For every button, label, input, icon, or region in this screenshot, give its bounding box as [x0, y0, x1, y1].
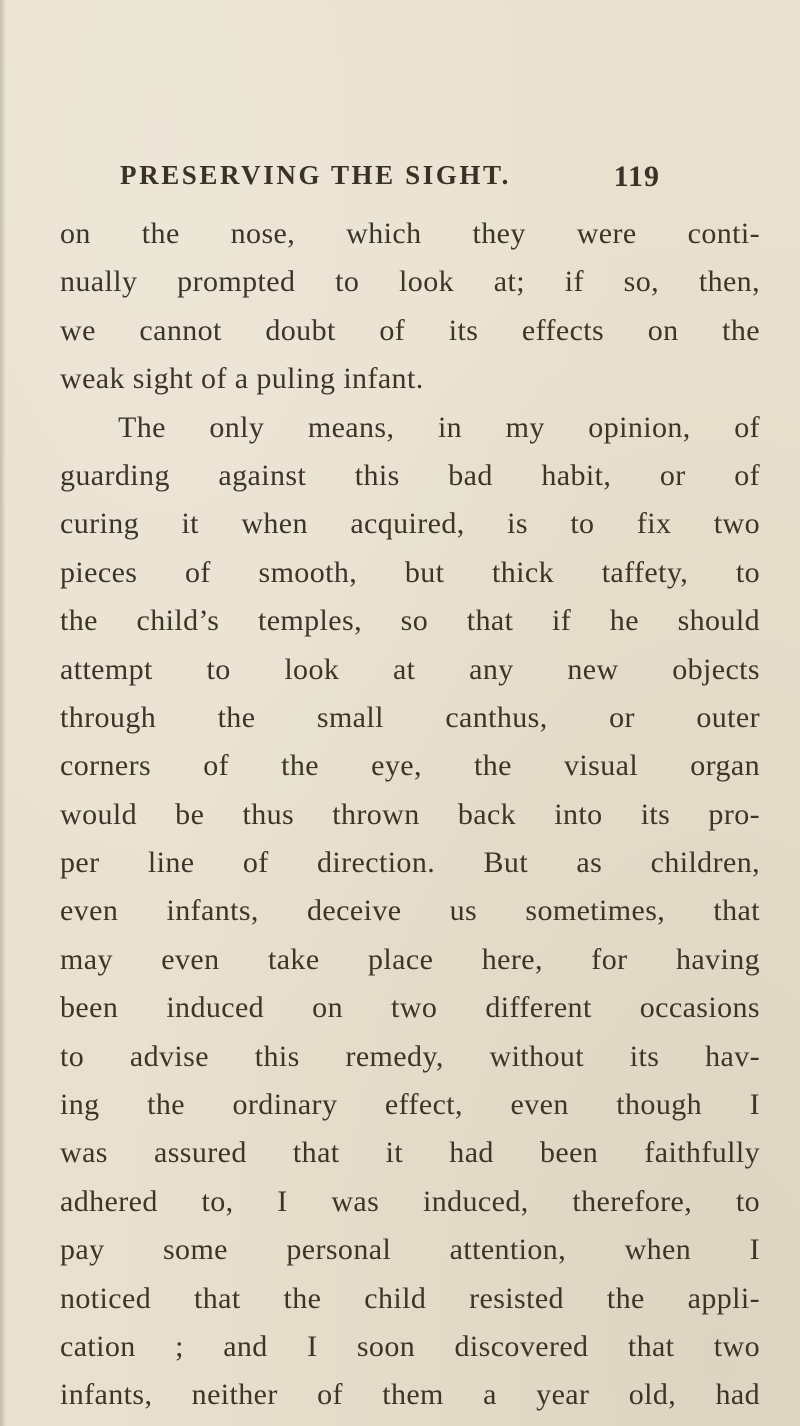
text-line: guarding against this bad habit, or of — [60, 458, 760, 492]
text-line: nually prompted to look at; if so, then, — [60, 265, 760, 299]
text-line: curing it when acquired, is to fix two — [60, 507, 760, 541]
text-line: cation ; and I soon discovered that two — [60, 1329, 760, 1363]
text-line: ing the ordinary effect, even though I — [60, 1088, 760, 1122]
text-line: to advise this remedy, without its hav- — [60, 1039, 760, 1073]
text-line: was assured that it had been faithfully — [60, 1136, 760, 1170]
paragraph-first-line: The only means, in my opinion, of — [118, 410, 760, 444]
text-line: adhered to, I was induced, therefore, to — [60, 1184, 760, 1218]
text-line: pay some personal attention, when I — [60, 1233, 760, 1267]
page-binding-shadow — [0, 0, 6, 1426]
text-line: been induced on two different occasions — [60, 991, 760, 1025]
text-line: may even take place here, for having — [60, 942, 760, 976]
text-line: on the nose, which they were conti- — [60, 217, 760, 250]
text-line: corners of the eye, the visual organ — [60, 749, 760, 783]
body-text — [60, 210, 760, 1420]
text-line: we cannot doubt of its effects on the — [60, 313, 760, 347]
text-line: through the small canthus, or outer — [60, 700, 760, 734]
page-number: 119 — [613, 160, 660, 193]
text-line: per line of direction. But as children, — [60, 846, 760, 880]
running-head — [120, 160, 660, 204]
text-line: even infants, deceive us sometimes, that — [60, 894, 760, 928]
text-line: infants, neither of them a year old, had — [60, 1378, 760, 1412]
text-line: weak sight of a puling infant. — [60, 362, 424, 396]
text-line: would be thus thrown back into its pro- — [60, 797, 760, 831]
text-line: pieces of smooth, but thick taffety, to — [60, 555, 760, 589]
text-line: noticed that the child resisted the appli- — [60, 1281, 760, 1315]
running-head-title: PRESERVING THE SIGHT. — [120, 160, 511, 190]
text-line: attempt to look at any new objects — [60, 652, 760, 686]
text-line: the child’s temples, so that if he should — [60, 604, 760, 638]
